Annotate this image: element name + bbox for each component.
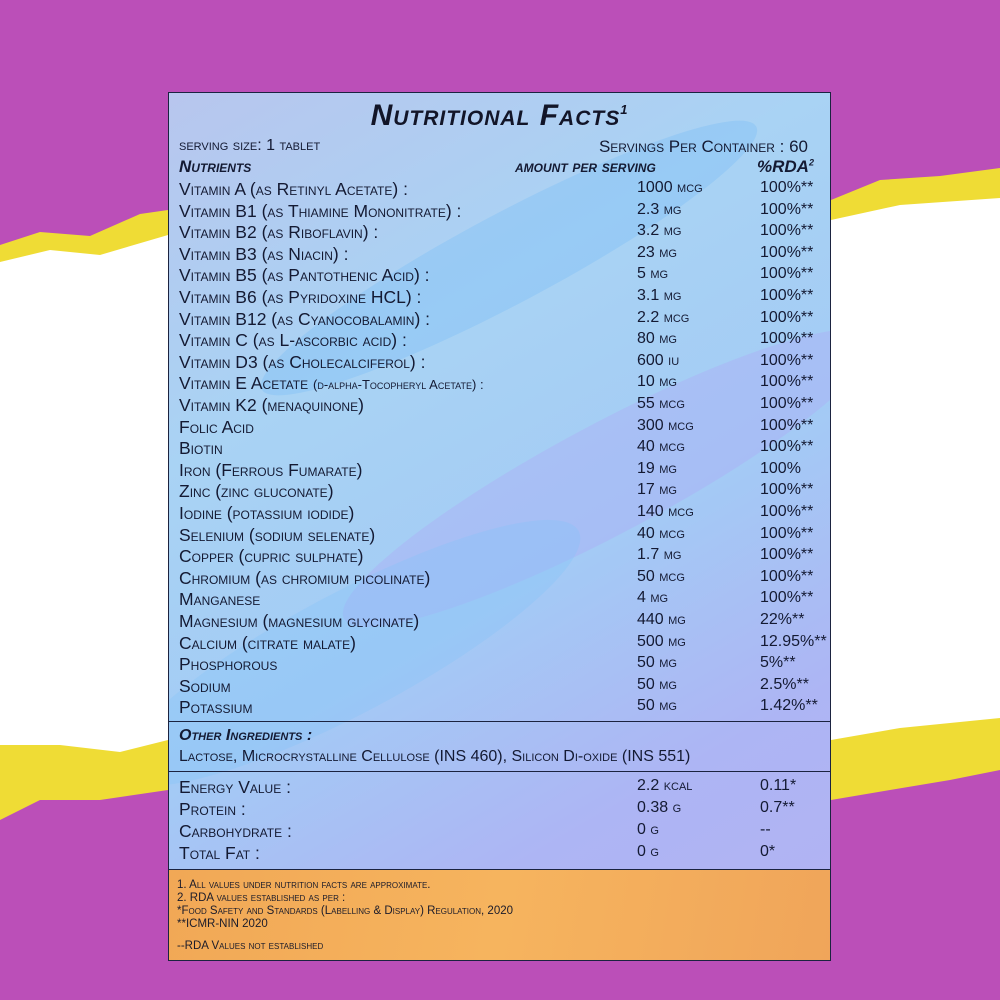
title-footnote-mark: 1 [620, 102, 629, 117]
nutrient-row [169, 481, 830, 503]
nutrient-name [179, 179, 408, 200]
nutrient-name-text: Vitamin C (as L-ascorbic acid) : [179, 330, 407, 351]
nutrient-name-text: Vitamin B12 (as Cyanocobalamin) : [179, 308, 430, 329]
panel-title [169, 99, 830, 133]
nutrient-rda: 100%** [760, 481, 814, 499]
nutrient-name [179, 222, 378, 243]
nutrient-amount: 0.38 g [637, 799, 682, 816]
nutrient-name-text: Total Fat : [179, 843, 260, 863]
nutrient-row [169, 201, 830, 223]
nutrient-amount: 19 mg [637, 459, 677, 477]
nutrient-name [179, 244, 348, 265]
nutrient-row [169, 460, 830, 482]
rda-footnote-mark: 2 [808, 157, 814, 168]
nutrient-name-text: Folic Acid [179, 416, 254, 437]
nutrient-rda: 100% [760, 459, 801, 477]
nutrient-name [179, 654, 277, 675]
nutrient-name [179, 777, 291, 798]
nutrient-amount: 140 mcg [637, 503, 694, 520]
other-ingredients-title: Other Ingredients : [179, 727, 313, 744]
nutrient-name-text: Copper (cupric sulphate) [179, 546, 364, 567]
nutrient-rda: 100%** [760, 351, 814, 369]
nutrient-row [169, 697, 830, 719]
nutrient-name-detail: (d-alpha-Tocopheryl Acetate) : [312, 377, 484, 393]
nutrient-amount: 3.1 mg [637, 287, 682, 304]
nutrient-row [169, 265, 830, 287]
nutrient-amount: 3.2 mg [637, 222, 682, 240]
nutrient-row [169, 568, 830, 590]
nutrient-name [179, 395, 364, 416]
nutrient-name-text: Vitamin A (as Retinyl Acetate) : [179, 179, 408, 199]
nutrient-amount: 50 mg [637, 675, 677, 693]
nutrient-name-text: Vitamin B5 (as Pantothenic Acid) : [179, 265, 430, 286]
nutrient-name-text: Carbohydrate : [179, 821, 292, 841]
nutrient-amount: 2.2 kcal [637, 777, 693, 794]
nutrient-amount: 300 mcg [637, 416, 694, 434]
footnotes-box [169, 869, 830, 961]
nutrient-row [169, 309, 830, 331]
nutrient-name [179, 525, 375, 546]
nutrient-row [169, 676, 830, 698]
nutrient-rda: 100%** [760, 243, 814, 261]
nutrient-rda: 2.5%** [760, 675, 809, 693]
footnote: *Food Safety and Standards (Labelling & Display) Regulation, 2020 [177, 905, 514, 917]
nutrient-name [179, 373, 484, 394]
nutrient-name [179, 589, 260, 610]
nutrient-name [179, 481, 334, 502]
nutrient-name-text: Manganese [179, 589, 261, 610]
nutrient-rda: 5%** [760, 654, 796, 672]
footnote: **ICMR-NIN 2020 [177, 918, 268, 930]
nutrient-name [179, 352, 425, 373]
nutrient-rda: 100%** [760, 438, 814, 456]
nutrient-rda: 100%** [760, 546, 814, 564]
serving-size: serving size: 1 tablet [179, 137, 321, 154]
nutrient-name [179, 201, 461, 222]
nutrient-amount: 80 mg [637, 330, 677, 348]
nutrient-amount: 50 mg [637, 654, 677, 672]
nutrient-name-text: Magnesium (magnesium glycinate) [179, 611, 420, 631]
nutrient-rda: 100%** [760, 416, 814, 434]
nutrient-rda: 22%** [760, 611, 805, 628]
nutrient-row [169, 546, 830, 568]
nutrient-name [179, 309, 430, 330]
right-white-band [831, 198, 1000, 745]
nutrient-amount: 5 mg [637, 265, 669, 283]
nutrient-name-text: Vitamin D3 (as Cholecalciferol) : [179, 351, 426, 372]
nutrient-amount: 4 mg [637, 589, 669, 607]
nutrient-amount: 0 g [637, 843, 659, 860]
nutrient-rda: 100%** [760, 589, 814, 607]
nutrient-name [179, 697, 252, 718]
nutrient-rda: 0.11* [760, 777, 797, 794]
nutrient-rda: 100%** [760, 567, 814, 585]
nutrient-row [169, 633, 830, 655]
energy-row [169, 777, 830, 799]
nutrient-name-text: Energy Value : [179, 777, 291, 797]
nutrient-name [179, 676, 231, 697]
nutrient-amount: 2.3 mg [637, 200, 682, 218]
nutrient-name-text: Biotin [179, 438, 223, 459]
nutrient-rda: 100%** [760, 200, 814, 218]
nutrient-row [169, 287, 830, 309]
nutrient-name [179, 417, 254, 438]
nutrition-facts-panel [168, 92, 831, 961]
nutrient-row [169, 417, 830, 439]
nutrient-name [179, 821, 292, 842]
nutrient-row [169, 352, 830, 374]
nutrient-name [179, 799, 246, 820]
nutrient-rda: 100%** [760, 265, 814, 283]
nutrient-rda: 100%** [760, 222, 814, 240]
nutrient-amount: 2.2 mcg [637, 308, 690, 326]
nutrient-name-text: Vitamin B2 (as Riboflavin) : [179, 222, 379, 243]
nutrient-name-text: Zinc (zinc gluconate) [179, 481, 334, 502]
nutrient-row [169, 373, 830, 395]
nutrient-row [169, 611, 830, 633]
nutrient-name [179, 438, 223, 459]
nutrient-row [169, 179, 830, 201]
footnote: --RDA Values not established [177, 940, 324, 952]
nutrient-row [169, 330, 830, 352]
divider-line [169, 721, 830, 722]
nutrient-row [169, 438, 830, 460]
nutrient-rda: 100%** [760, 503, 814, 520]
nutrient-row [169, 244, 830, 266]
nutrient-name [179, 843, 260, 864]
nutrient-name-text: Selenium (sodium selenate) [179, 524, 376, 545]
column-header-amount: amount per serving [515, 157, 656, 176]
nutrient-row [169, 525, 830, 547]
nutrient-name [179, 460, 362, 481]
nutrient-name [179, 330, 407, 351]
nutrient-rda: 0.7** [760, 799, 795, 816]
rda-header-text: %RDA [757, 157, 809, 176]
nutrient-name-text: Chromium (as chromium picolinate) [179, 567, 431, 588]
nutrient-name-text: Calcium (citrate malate) [179, 632, 356, 653]
nutrient-amount: 17 mg [637, 481, 677, 499]
nutrient-rda: 100%** [760, 179, 814, 196]
energy-row [169, 799, 830, 821]
energy-row [169, 843, 830, 865]
nutrient-rda: -- [760, 821, 771, 838]
nutrient-rda: 100%** [760, 373, 814, 391]
energy-row [169, 821, 830, 843]
divider-line [169, 771, 830, 772]
nutrient-name [179, 611, 419, 632]
nutrient-amount: 23 mg [637, 243, 677, 261]
nutrient-rda: 0* [760, 843, 776, 860]
bottom-yellow-stripe-left [0, 740, 168, 820]
nutrient-name-text: Sodium [179, 675, 231, 696]
nutrient-name [179, 633, 356, 654]
nutrient-name-text: Vitamin B1 (as Thiamine Mononitrate) : [179, 200, 462, 221]
nutrient-amount: 40 mcg [637, 438, 685, 456]
nutrient-name [179, 568, 430, 589]
nutrient-row [169, 503, 830, 525]
nutrient-rda: 100%** [760, 524, 814, 542]
nutrient-name-text: Iron (Ferrous Fumarate) [179, 459, 363, 480]
nutrient-name-text: Vitamin K2 (menaquinone) [179, 395, 364, 415]
nutrient-name-text: Vitamin E Acetate [179, 373, 309, 394]
nutrient-amount: 440 mg [637, 611, 686, 628]
nutrient-rda: 100%** [760, 308, 814, 326]
nutrient-amount: 1000 mcg [637, 179, 703, 196]
nutrient-amount: 55 mcg [637, 395, 685, 412]
nutrient-name [179, 265, 430, 286]
column-header-rda [757, 157, 814, 177]
nutrient-name-text: Vitamin B3 (as Niacin) : [179, 243, 349, 264]
nutrient-amount: 40 mcg [637, 524, 685, 542]
nutrient-rda: 100%** [760, 330, 814, 348]
nutrient-name [179, 546, 364, 567]
top-white-stripe [0, 235, 168, 760]
nutrient-name-text: Potassium [179, 697, 253, 718]
title-text: Nutritional Facts [370, 99, 621, 132]
nutrient-amount: 500 mg [637, 632, 686, 650]
nutrient-rda: 100%** [760, 287, 814, 304]
footnote: 2. RDA values established as per : [177, 892, 346, 904]
nutrient-amount: 50 mcg [637, 567, 685, 585]
nutrient-name-text: Iodine (potassium iodide) [179, 503, 355, 523]
nutrient-amount: 600 iu [637, 351, 680, 369]
nutrient-row [169, 222, 830, 244]
nutrient-amount: 0 g [637, 821, 659, 838]
other-ingredients-text: Lactose, Microcrystalline Cellulose (INS 460), Silicon Di-oxide (INS 551) [179, 748, 691, 765]
nutrient-amount: 50 mg [637, 697, 677, 715]
footnote: 1. All values under nutrition facts are approximate. [177, 879, 431, 891]
nutrient-amount: 10 mg [637, 373, 677, 391]
nutrient-rda: 1.42%** [760, 697, 818, 715]
nutrient-row [169, 654, 830, 676]
servings-per-container: Servings Per Container : 60 [598, 137, 808, 156]
nutrient-name-text: Vitamin B6 (as Pyridoxine HCL) : [179, 287, 422, 307]
nutrient-row [169, 589, 830, 611]
nutrient-row [169, 395, 830, 417]
nutrient-rda: 12.95%** [760, 632, 827, 650]
nutrient-name [179, 287, 421, 308]
column-header-nutrients: Nutrients [179, 157, 252, 176]
nutrient-name [179, 503, 354, 524]
nutrient-rda: 100%** [760, 395, 814, 412]
nutrient-amount: 1.7 mg [637, 546, 682, 564]
nutrient-name-text: Phosphorous [179, 654, 278, 675]
nutrient-name-text: Protein : [179, 799, 246, 819]
